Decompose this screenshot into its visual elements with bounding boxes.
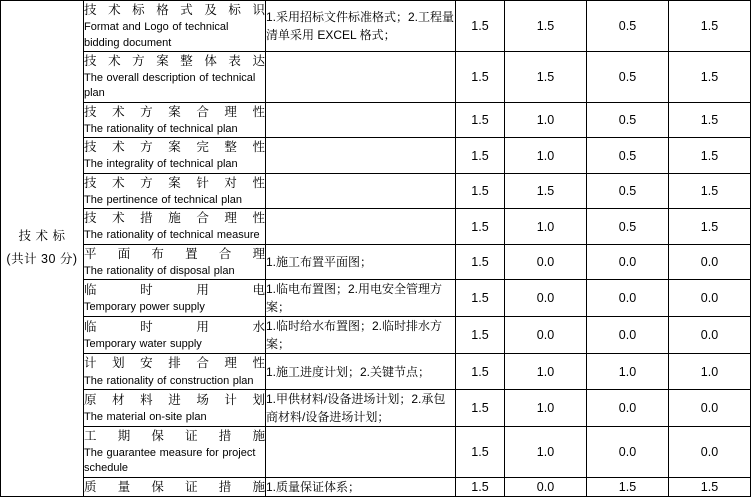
criterion-cell	[84, 280, 266, 317]
table-row	[1, 426, 751, 477]
table-row	[1, 280, 751, 317]
criterion-label-en: The rationality of disposal plan	[84, 265, 235, 277]
score-cell-4: 1.0	[669, 354, 751, 390]
criterion-label-en: The pertinence of technical plan	[84, 193, 242, 206]
score-cell-4: 0.0	[669, 244, 751, 280]
score-cell-1: 1.5	[456, 317, 505, 354]
criterion-label-en: Temporary power supply	[84, 301, 205, 314]
table-row	[1, 354, 751, 390]
requirement-cell	[266, 51, 456, 102]
requirement-cell	[266, 426, 456, 477]
criterion-label-cn: 技 术 方 案 完 整 性	[84, 140, 265, 155]
criterion-label-cn: 技 术 标 格 式 及 标 识	[84, 3, 265, 17]
score-cell-4: 1.5	[669, 51, 751, 102]
criterion-label-en: The overall description of technical plan	[84, 72, 256, 100]
criterion-label-en: The rationality of technical measure	[84, 229, 260, 242]
table-row	[1, 138, 751, 174]
criterion-label-cn: 平 面 布 置 合 理	[84, 246, 265, 261]
score-cell-4: 1.5	[669, 173, 751, 209]
criterion-label-cn: 技 术 方 案 整 体 表 达	[84, 53, 265, 68]
requirement-cell: 1.施工布置平面图；	[266, 244, 456, 280]
table-row	[1, 477, 751, 496]
score-cell-2: 1.0	[505, 389, 587, 426]
criterion-cell	[84, 138, 266, 174]
criterion-cell	[84, 1, 266, 52]
criterion-cell	[84, 426, 266, 477]
score-cell-1: 1.5	[456, 426, 505, 477]
criterion-label-cn: 技 术 方 案 合 理 性	[84, 104, 265, 119]
table-row	[1, 244, 751, 280]
score-cell-3: 0.5	[587, 51, 669, 102]
category-cell	[1, 1, 84, 497]
criterion-label-cn: 技 术 措 施 合 理 性	[84, 211, 265, 226]
score-cell-2: 1.0	[505, 426, 587, 477]
criterion-label-en: The guarantee measure for project schedule	[84, 447, 256, 475]
score-cell-3: 0.0	[587, 244, 669, 280]
category-subtitle: (共计 30 分)	[6, 252, 78, 267]
requirement-cell: 1.临时给水布置图；2.临时排水方案；	[266, 317, 456, 354]
criterion-label-en: The material on-site plan	[84, 410, 207, 423]
score-cell-1: 1.5	[456, 354, 505, 390]
score-cell-4: 1.5	[669, 102, 751, 138]
score-cell-4: 1.5	[669, 477, 751, 496]
criterion-cell	[84, 51, 266, 102]
requirement-cell: 1.临电布置图；2.用电安全管理方案；	[266, 280, 456, 317]
requirement-cell: 1.甲供材料/设备进场计划；2.承包商材料/设备进场计划；	[266, 389, 456, 426]
criterion-label-cn: 工 期 保 证 措 施	[84, 428, 265, 443]
criterion-cell	[84, 173, 266, 209]
score-cell-4: 1.5	[669, 138, 751, 174]
score-cell-2: 1.5	[505, 1, 587, 52]
requirement-cell: 1.施工进度计划；2.关键节点；	[266, 354, 456, 390]
table-row	[1, 389, 751, 426]
score-cell-3: 0.0	[587, 389, 669, 426]
criterion-label-cn: 技 术 方 案 针 对 性	[84, 175, 265, 190]
criterion-cell	[84, 317, 266, 354]
score-cell-3: 0.5	[587, 138, 669, 174]
score-cell-3: 1.0	[587, 354, 669, 390]
criterion-cell	[84, 354, 266, 390]
table-row	[1, 209, 751, 245]
table-row	[1, 51, 751, 102]
score-cell-1: 1.5	[456, 51, 505, 102]
criterion-label-en: Temporary water supply	[84, 338, 202, 351]
score-cell-2: 1.0	[505, 138, 587, 174]
score-cell-4: 1.5	[669, 209, 751, 245]
criterion-label-en: Format and Logo of technical bidding document	[84, 21, 229, 49]
score-cell-2: 1.0	[505, 209, 587, 245]
score-cell-2: 1.0	[505, 102, 587, 138]
criterion-label-cn: 质 量 保 证 措 施	[84, 479, 265, 494]
score-cell-3: 1.5	[587, 477, 669, 496]
score-cell-4: 0.0	[669, 389, 751, 426]
score-cell-1: 1.5	[456, 138, 505, 174]
table-row	[1, 102, 751, 138]
score-cell-3: 0.0	[587, 426, 669, 477]
table-row	[1, 173, 751, 209]
score-cell-1: 1.5	[456, 280, 505, 317]
score-cell-3: 0.5	[587, 173, 669, 209]
score-cell-4: 0.0	[669, 317, 751, 354]
criterion-label-en: The rationality of construction plan	[84, 374, 254, 387]
score-cell-1: 1.5	[456, 477, 505, 496]
criterion-label-cn: 临 时 用 电	[84, 283, 265, 298]
requirement-cell	[266, 209, 456, 245]
criterion-label-cn: 临 时 用 水	[84, 320, 265, 335]
criterion-cell	[84, 244, 266, 280]
criterion-label-en: The rationality of technical plan	[84, 122, 238, 135]
criterion-cell	[84, 477, 266, 496]
score-cell-1: 1.5	[456, 102, 505, 138]
score-cell-1: 1.5	[456, 389, 505, 426]
score-cell-1: 1.5	[456, 173, 505, 209]
requirement-cell: 1.质量保证体系；	[266, 477, 456, 496]
score-cell-1: 1.5	[456, 209, 505, 245]
score-cell-4: 1.5	[669, 1, 751, 52]
criterion-cell	[84, 389, 266, 426]
score-cell-2: 1.5	[505, 173, 587, 209]
criterion-label-cn: 原 材 料 进 场 计 划	[84, 392, 265, 407]
table-body	[1, 1, 751, 497]
criterion-cell	[84, 102, 266, 138]
score-cell-4: 0.0	[669, 426, 751, 477]
table-row	[1, 1, 751, 52]
score-cell-2: 0.0	[505, 244, 587, 280]
score-cell-2: 0.0	[505, 317, 587, 354]
score-cell-3: 0.5	[587, 209, 669, 245]
score-cell-3: 0.0	[587, 280, 669, 317]
requirement-cell	[266, 102, 456, 138]
requirement-cell	[266, 138, 456, 174]
score-cell-3: 0.5	[587, 1, 669, 52]
requirement-cell	[266, 173, 456, 209]
category-title: 技 术 标	[18, 228, 66, 243]
criterion-label-en: The integrality of technical plan	[84, 158, 238, 171]
score-cell-2: 0.0	[505, 477, 587, 496]
criterion-cell	[84, 209, 266, 245]
score-cell-4: 0.0	[669, 280, 751, 317]
score-cell-3: 0.5	[587, 102, 669, 138]
score-cell-1: 1.5	[456, 1, 505, 52]
score-cell-1: 1.5	[456, 244, 505, 280]
score-cell-2: 1.5	[505, 51, 587, 102]
score-cell-3: 0.0	[587, 317, 669, 354]
requirement-cell: 1.采用招标文件标准格式；2.工程量清单采用 EXCEL 格式；	[266, 1, 456, 52]
score-cell-2: 0.0	[505, 280, 587, 317]
criterion-label-cn: 计 划 安 排 合 理 性	[84, 356, 265, 371]
table-row	[1, 317, 751, 354]
score-cell-2: 1.0	[505, 354, 587, 390]
